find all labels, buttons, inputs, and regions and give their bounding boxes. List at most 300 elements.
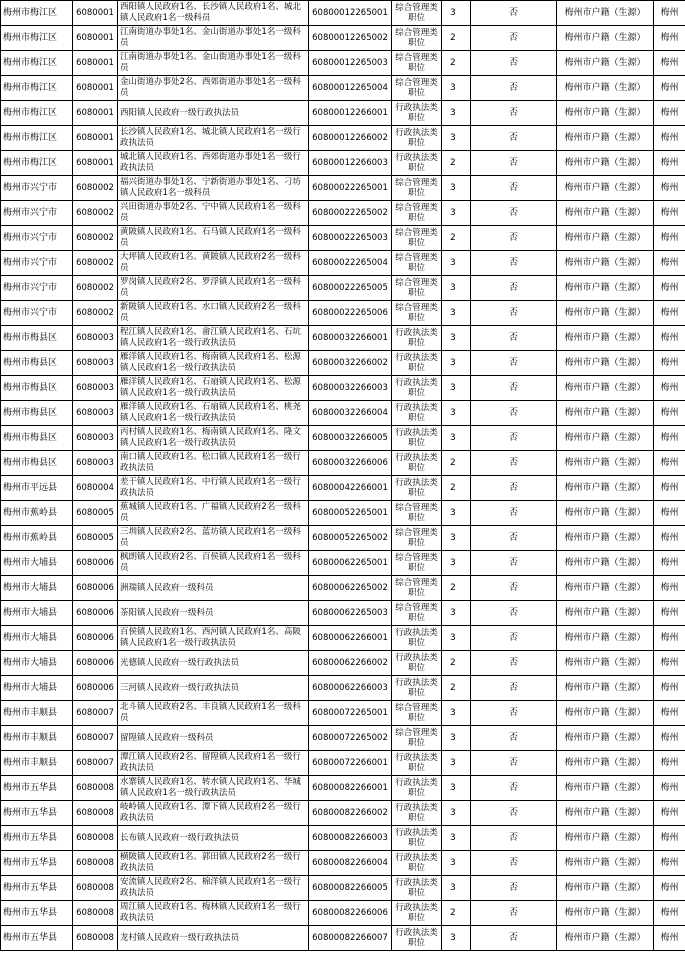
position-code-cell: 60800082266001: [309, 776, 392, 801]
headcount-cell: 2: [442, 576, 471, 601]
table-row: [1, 726, 685, 751]
position-desc-cell: 雁洋镇人民政府1名、石扇镇人民政府1名、松源镇人民政府1名一级行政执法员: [118, 376, 309, 401]
flag-cell: 否: [471, 101, 557, 126]
household-req-cell: 梅州市户籍（生源）: [557, 526, 654, 551]
category-cell: 综合管理类职位: [392, 176, 442, 201]
household-req-cell: 梅州市户籍（生源）: [557, 651, 654, 676]
unit-code-cell: 6080002: [73, 176, 118, 201]
location-cell: 梅州: [654, 351, 685, 376]
table-row: [1, 201, 685, 226]
location-cell: 梅州: [654, 551, 685, 576]
location-cell: 梅州: [654, 151, 685, 176]
flag-cell: 否: [471, 151, 557, 176]
headcount-cell: 2: [442, 676, 471, 701]
location-cell: 梅州: [654, 726, 685, 751]
location-cell: 梅州: [654, 626, 685, 651]
region-cell: 梅州市五华县: [1, 826, 73, 851]
position-desc-cell: 安流镇人民政府2名、棉洋镇人民政府1名一级行政执法员: [118, 876, 309, 901]
household-req-cell: 梅州市户籍（生源）: [557, 101, 654, 126]
headcount-cell: 3: [442, 126, 471, 151]
household-req-cell: 梅州市户籍（生源）: [557, 326, 654, 351]
household-req-cell: 梅州市户籍（生源）: [557, 226, 654, 251]
headcount-cell: 3: [442, 351, 471, 376]
flag-cell: 否: [471, 576, 557, 601]
household-req-cell: 梅州市户籍（生源）: [557, 351, 654, 376]
location-cell: 梅州: [654, 51, 685, 76]
household-req-cell: 梅州市户籍（生源）: [557, 876, 654, 901]
position-code-cell: 60800062265003: [309, 601, 392, 626]
headcount-cell: 2: [442, 151, 471, 176]
region-cell: 梅州市五华县: [1, 926, 73, 951]
flag-cell: 否: [471, 426, 557, 451]
position-desc-cell: 潭江镇人民政府2名、留隍镇人民政府1名一级行政执法员: [118, 751, 309, 776]
unit-code-cell: 6080002: [73, 251, 118, 276]
headcount-cell: 3: [442, 526, 471, 551]
location-cell: 梅州: [654, 901, 685, 926]
position-code-cell: 60800022265004: [309, 251, 392, 276]
position-code-cell: 60800062265001: [309, 551, 392, 576]
unit-code-cell: 6080008: [73, 826, 118, 851]
region-cell: 梅州市丰顺县: [1, 751, 73, 776]
position-desc-cell: 程江镇人民政府1名、畲江镇人民政府1名、石坑镇人民政府1名一级行政执法员: [118, 326, 309, 351]
headcount-cell: 3: [442, 776, 471, 801]
location-cell: 梅州: [654, 101, 685, 126]
region-cell: 梅州市梅江区: [1, 101, 73, 126]
position-code-cell: 60800032266006: [309, 451, 392, 476]
position-code-cell: 60800062265002: [309, 576, 392, 601]
flag-cell: 否: [471, 476, 557, 501]
table-row: [1, 776, 685, 801]
position-code-cell: 60800082266004: [309, 851, 392, 876]
flag-cell: 否: [471, 876, 557, 901]
headcount-cell: 3: [442, 201, 471, 226]
location-cell: 梅州: [654, 651, 685, 676]
category-cell: 行政执法类职位: [392, 851, 442, 876]
flag-cell: 否: [471, 701, 557, 726]
unit-code-cell: 6080001: [73, 151, 118, 176]
table-row: [1, 901, 685, 926]
flag-cell: 否: [471, 251, 557, 276]
unit-code-cell: 6080003: [73, 426, 118, 451]
headcount-cell: 2: [442, 451, 471, 476]
table-row: [1, 926, 685, 951]
household-req-cell: 梅州市户籍（生源）: [557, 901, 654, 926]
household-req-cell: 梅州市户籍（生源）: [557, 376, 654, 401]
table-row: [1, 251, 685, 276]
category-cell: 综合管理类职位: [392, 526, 442, 551]
location-cell: 梅州: [654, 526, 685, 551]
headcount-cell: 3: [442, 401, 471, 426]
household-req-cell: 梅州市户籍（生源）: [557, 626, 654, 651]
location-cell: 梅州: [654, 501, 685, 526]
category-cell: 行政执法类职位: [392, 426, 442, 451]
position-desc-cell: 洲瑞镇人民政府一级科员: [118, 576, 309, 601]
unit-code-cell: 6080007: [73, 726, 118, 751]
flag-cell: 否: [471, 226, 557, 251]
location-cell: 梅州: [654, 426, 685, 451]
position-code-cell: 60800062266003: [309, 676, 392, 701]
headcount-cell: 3: [442, 551, 471, 576]
table-row: [1, 626, 685, 651]
flag-cell: 否: [471, 126, 557, 151]
position-code-cell: 60800012266002: [309, 126, 392, 151]
flag-cell: 否: [471, 826, 557, 851]
position-desc-cell: 龙村镇人民政府一级行政执法员: [118, 926, 309, 951]
position-desc-cell: 百侯镇人民政府1名、西河镇人民政府1名、高陂镇人民政府1名一级行政执法员: [118, 626, 309, 651]
unit-code-cell: 6080005: [73, 501, 118, 526]
table-row: [1, 26, 685, 51]
position-code-cell: 60800082266002: [309, 801, 392, 826]
unit-code-cell: 6080006: [73, 651, 118, 676]
position-code-cell: 60800012265002: [309, 26, 392, 51]
position-desc-cell: 北斗镇人民政府2名、丰良镇人民政府1名一级科员: [118, 701, 309, 726]
headcount-cell: 3: [442, 626, 471, 651]
region-cell: 梅州市蕉岭县: [1, 526, 73, 551]
position-code-cell: 60800032266005: [309, 426, 392, 451]
category-cell: 行政执法类职位: [392, 801, 442, 826]
category-cell: 综合管理类职位: [392, 201, 442, 226]
headcount-cell: 3: [442, 926, 471, 951]
region-cell: 梅州市蕉岭县: [1, 501, 73, 526]
table-body: [1, 1, 685, 951]
household-req-cell: 梅州市户籍（生源）: [557, 26, 654, 51]
position-desc-cell: 水寨镇人民政府1名、转水镇人民政府1名、华城镇人民政府1名一级行政执法员: [118, 776, 309, 801]
unit-code-cell: 6080002: [73, 301, 118, 326]
location-cell: 梅州: [654, 701, 685, 726]
flag-cell: 否: [471, 276, 557, 301]
region-cell: 梅州市大埔县: [1, 551, 73, 576]
category-cell: 行政执法类职位: [392, 451, 442, 476]
headcount-cell: 3: [442, 751, 471, 776]
location-cell: 梅州: [654, 576, 685, 601]
region-cell: 梅州市兴宁市: [1, 176, 73, 201]
category-cell: 综合管理类职位: [392, 601, 442, 626]
region-cell: 梅州市平远县: [1, 476, 73, 501]
household-req-cell: 梅州市户籍（生源）: [557, 676, 654, 701]
region-cell: 梅州市大埔县: [1, 576, 73, 601]
table-row: [1, 176, 685, 201]
category-cell: 行政执法类职位: [392, 776, 442, 801]
position-code-cell: 60800012265003: [309, 51, 392, 76]
position-desc-cell: 丙村镇人民政府1名、梅南镇人民政府1名、隆文镇人民政府1名一级行政执法员: [118, 426, 309, 451]
flag-cell: 否: [471, 526, 557, 551]
position-desc-cell: 枫朗镇人民政府2名、百侯镇人民政府1名一级科员: [118, 551, 309, 576]
position-desc-cell: 留隍镇人民政府一级科员: [118, 726, 309, 751]
flag-cell: 否: [471, 851, 557, 876]
table-row: [1, 701, 685, 726]
location-cell: 梅州: [654, 826, 685, 851]
region-cell: 梅州市梅江区: [1, 126, 73, 151]
category-cell: 综合管理类职位: [392, 76, 442, 101]
unit-code-cell: 6080006: [73, 676, 118, 701]
location-cell: 梅州: [654, 126, 685, 151]
headcount-cell: 3: [442, 826, 471, 851]
position-code-cell: 60800032266004: [309, 401, 392, 426]
unit-code-cell: 6080007: [73, 701, 118, 726]
position-desc-cell: 江南街道办事处1名、金山街道办事处1名一级科员: [118, 51, 309, 76]
household-req-cell: 梅州市户籍（生源）: [557, 776, 654, 801]
position-desc-cell: 三圳镇人民政府2名、蓝坊镇人民政府1名一级科员: [118, 526, 309, 551]
table-row: [1, 876, 685, 901]
region-cell: 梅州市兴宁市: [1, 276, 73, 301]
table-row: [1, 301, 685, 326]
position-desc-cell: 三河镇人民政府一级行政执法员: [118, 676, 309, 701]
table-row: [1, 526, 685, 551]
unit-code-cell: 6080001: [73, 101, 118, 126]
position-desc-cell: 金山街道办事处2名、西郊街道办事处1名一级科员: [118, 76, 309, 101]
table-row: [1, 851, 685, 876]
position-desc-cell: 岐岭镇人民政府1名、潭下镇人民政府2名一级行政执法员: [118, 801, 309, 826]
household-req-cell: 梅州市户籍（生源）: [557, 826, 654, 851]
table-row: [1, 551, 685, 576]
region-cell: 梅州市梅县区: [1, 376, 73, 401]
region-cell: 梅州市梅县区: [1, 451, 73, 476]
unit-code-cell: 6080006: [73, 601, 118, 626]
unit-code-cell: 6080002: [73, 226, 118, 251]
flag-cell: 否: [471, 301, 557, 326]
region-cell: 梅州市兴宁市: [1, 201, 73, 226]
table-row: [1, 101, 685, 126]
household-req-cell: 梅州市户籍（生源）: [557, 301, 654, 326]
flag-cell: 否: [471, 751, 557, 776]
category-cell: 综合管理类职位: [392, 726, 442, 751]
position-code-cell: 60800022265006: [309, 301, 392, 326]
household-req-cell: 梅州市户籍（生源）: [557, 501, 654, 526]
location-cell: 梅州: [654, 476, 685, 501]
position-code-cell: 60800062266002: [309, 651, 392, 676]
category-cell: 行政执法类职位: [392, 351, 442, 376]
category-cell: 综合管理类职位: [392, 576, 442, 601]
household-req-cell: 梅州市户籍（生源）: [557, 201, 654, 226]
headcount-cell: 3: [442, 726, 471, 751]
headcount-cell: 3: [442, 251, 471, 276]
position-code-cell: 60800052265001: [309, 501, 392, 526]
position-desc-cell: 黄陂镇人民政府1名、石马镇人民政府1名一级科员: [118, 226, 309, 251]
table-row: [1, 576, 685, 601]
position-desc-cell: 长布镇人民政府一级行政执法员: [118, 826, 309, 851]
unit-code-cell: 6080008: [73, 851, 118, 876]
table-row: [1, 751, 685, 776]
location-cell: 梅州: [654, 376, 685, 401]
position-desc-cell: 罗岗镇人民政府2名、罗浮镇人民政府1名一级科员: [118, 276, 309, 301]
unit-code-cell: 6080003: [73, 451, 118, 476]
location-cell: 梅州: [654, 801, 685, 826]
location-cell: 梅州: [654, 26, 685, 51]
headcount-cell: 2: [442, 901, 471, 926]
flag-cell: 否: [471, 326, 557, 351]
region-cell: 梅州市大埔县: [1, 626, 73, 651]
location-cell: 梅州: [654, 301, 685, 326]
location-cell: 梅州: [654, 251, 685, 276]
region-cell: 梅州市丰顺县: [1, 701, 73, 726]
category-cell: 综合管理类职位: [392, 551, 442, 576]
unit-code-cell: 6080005: [73, 526, 118, 551]
position-code-cell: 60800022265001: [309, 176, 392, 201]
headcount-cell: 3: [442, 501, 471, 526]
position-desc-cell: 西阳镇人民政府一级行政执法员: [118, 101, 309, 126]
household-req-cell: 梅州市户籍（生源）: [557, 926, 654, 951]
position-code-cell: 60800082266003: [309, 826, 392, 851]
position-desc-cell: 城北镇人民政府1名、西郊街道办事处1名一级行政执法员: [118, 151, 309, 176]
headcount-cell: 3: [442, 301, 471, 326]
category-cell: 综合管理类职位: [392, 1, 442, 26]
position-code-cell: 60800012266001: [309, 101, 392, 126]
headcount-cell: 3: [442, 176, 471, 201]
category-cell: 综合管理类职位: [392, 251, 442, 276]
flag-cell: 否: [471, 351, 557, 376]
position-code-cell: 60800082266007: [309, 926, 392, 951]
location-cell: 梅州: [654, 1, 685, 26]
flag-cell: 否: [471, 726, 557, 751]
household-req-cell: 梅州市户籍（生源）: [557, 751, 654, 776]
table-row: [1, 826, 685, 851]
category-cell: 综合管理类职位: [392, 26, 442, 51]
unit-code-cell: 6080001: [73, 126, 118, 151]
unit-code-cell: 6080006: [73, 551, 118, 576]
unit-code-cell: 6080003: [73, 401, 118, 426]
table-row: [1, 651, 685, 676]
unit-code-cell: 6080001: [73, 1, 118, 26]
table-row: [1, 376, 685, 401]
flag-cell: 否: [471, 676, 557, 701]
flag-cell: 否: [471, 376, 557, 401]
position-code-cell: 60800042266001: [309, 476, 392, 501]
flag-cell: 否: [471, 801, 557, 826]
position-code-cell: 60800012265004: [309, 76, 392, 101]
position-code-cell: 60800022265005: [309, 276, 392, 301]
household-req-cell: 梅州市户籍（生源）: [557, 176, 654, 201]
region-cell: 梅州市五华县: [1, 776, 73, 801]
household-req-cell: 梅州市户籍（生源）: [557, 851, 654, 876]
unit-code-cell: 6080008: [73, 876, 118, 901]
unit-code-cell: 6080003: [73, 376, 118, 401]
category-cell: 综合管理类职位: [392, 501, 442, 526]
table-row: [1, 226, 685, 251]
region-cell: 梅州市五华县: [1, 901, 73, 926]
region-cell: 梅州市五华县: [1, 851, 73, 876]
category-cell: 行政执法类职位: [392, 826, 442, 851]
position-desc-cell: 茶阳镇人民政府一级科员: [118, 601, 309, 626]
category-cell: 行政执法类职位: [392, 401, 442, 426]
region-cell: 梅州市兴宁市: [1, 226, 73, 251]
region-cell: 梅州市兴宁市: [1, 301, 73, 326]
headcount-cell: 3: [442, 701, 471, 726]
position-code-cell: 60800072265001: [309, 701, 392, 726]
headcount-cell: 2: [442, 476, 471, 501]
location-cell: 梅州: [654, 451, 685, 476]
category-cell: 综合管理类职位: [392, 226, 442, 251]
headcount-cell: 3: [442, 376, 471, 401]
table-row: [1, 351, 685, 376]
location-cell: 梅州: [654, 926, 685, 951]
household-req-cell: 梅州市户籍（生源）: [557, 126, 654, 151]
unit-code-cell: 6080003: [73, 351, 118, 376]
region-cell: 梅州市梅县区: [1, 351, 73, 376]
household-req-cell: 梅州市户籍（生源）: [557, 251, 654, 276]
headcount-cell: 3: [442, 101, 471, 126]
region-cell: 梅州市梅江区: [1, 26, 73, 51]
unit-code-cell: 6080006: [73, 576, 118, 601]
category-cell: 综合管理类职位: [392, 301, 442, 326]
location-cell: 梅州: [654, 601, 685, 626]
household-req-cell: 梅州市户籍（生源）: [557, 476, 654, 501]
region-cell: 梅州市五华县: [1, 876, 73, 901]
position-desc-cell: 大坪镇人民政府1名、黄陂镇人民政府2名一级科员: [118, 251, 309, 276]
headcount-cell: 2: [442, 226, 471, 251]
unit-code-cell: 6080003: [73, 326, 118, 351]
location-cell: 梅州: [654, 226, 685, 251]
flag-cell: 否: [471, 776, 557, 801]
position-code-cell: 60800072265002: [309, 726, 392, 751]
category-cell: 行政执法类职位: [392, 326, 442, 351]
position-desc-cell: 光德镇人民政府一级行政执法员: [118, 651, 309, 676]
flag-cell: 否: [471, 401, 557, 426]
category-cell: 行政执法类职位: [392, 101, 442, 126]
position-code-cell: 60800022265003: [309, 226, 392, 251]
position-code-cell: 60800062266001: [309, 626, 392, 651]
position-code-cell: 60800082266006: [309, 901, 392, 926]
location-cell: 梅州: [654, 851, 685, 876]
headcount-cell: 3: [442, 851, 471, 876]
position-desc-cell: 兴田街道办事处2名、宁中镇人民政府1名一级科员: [118, 201, 309, 226]
household-req-cell: 梅州市户籍（生源）: [557, 601, 654, 626]
headcount-cell: 3: [442, 76, 471, 101]
unit-code-cell: 6080002: [73, 276, 118, 301]
household-req-cell: 梅州市户籍（生源）: [557, 576, 654, 601]
flag-cell: 否: [471, 651, 557, 676]
unit-code-cell: 6080001: [73, 51, 118, 76]
headcount-cell: 2: [442, 651, 471, 676]
table-row: [1, 126, 685, 151]
region-cell: 梅州市丰顺县: [1, 726, 73, 751]
unit-code-cell: 6080001: [73, 76, 118, 101]
table-row: [1, 1, 685, 26]
location-cell: 梅州: [654, 876, 685, 901]
position-code-cell: 60800082266005: [309, 876, 392, 901]
region-cell: 梅州市兴宁市: [1, 251, 73, 276]
headcount-cell: 3: [442, 876, 471, 901]
region-cell: 梅州市梅县区: [1, 401, 73, 426]
household-req-cell: 梅州市户籍（生源）: [557, 551, 654, 576]
region-cell: 梅州市梅江区: [1, 151, 73, 176]
location-cell: 梅州: [654, 326, 685, 351]
flag-cell: 否: [471, 51, 557, 76]
flag-cell: 否: [471, 901, 557, 926]
table-row: [1, 276, 685, 301]
category-cell: 行政执法类职位: [392, 476, 442, 501]
category-cell: 行政执法类职位: [392, 376, 442, 401]
position-code-cell: 60800022265002: [309, 201, 392, 226]
region-cell: 梅州市梅县区: [1, 426, 73, 451]
household-req-cell: 梅州市户籍（生源）: [557, 51, 654, 76]
region-cell: 梅州市大埔县: [1, 651, 73, 676]
position-desc-cell: 周江镇人民政府1名、梅林镇人民政府1名一级行政执法员: [118, 901, 309, 926]
category-cell: 综合管理类职位: [392, 701, 442, 726]
position-desc-cell: 雁洋镇人民政府1名、石扇镇人民政府1名、桃尧镇人民政府1名一级行政执法员: [118, 401, 309, 426]
headcount-cell: 3: [442, 601, 471, 626]
unit-code-cell: 6080008: [73, 776, 118, 801]
category-cell: 综合管理类职位: [392, 276, 442, 301]
position-desc-cell: 江南街道办事处1名、金山街道办事处1名一级科员: [118, 26, 309, 51]
unit-code-cell: 6080002: [73, 201, 118, 226]
position-desc-cell: 福兴街道办事处1名、宁新街道办事处1名、刁坊镇人民政府1名一级科员: [118, 176, 309, 201]
flag-cell: 否: [471, 76, 557, 101]
headcount-cell: 3: [442, 326, 471, 351]
flag-cell: 否: [471, 1, 557, 26]
flag-cell: 否: [471, 601, 557, 626]
flag-cell: 否: [471, 626, 557, 651]
unit-code-cell: 6080007: [73, 751, 118, 776]
